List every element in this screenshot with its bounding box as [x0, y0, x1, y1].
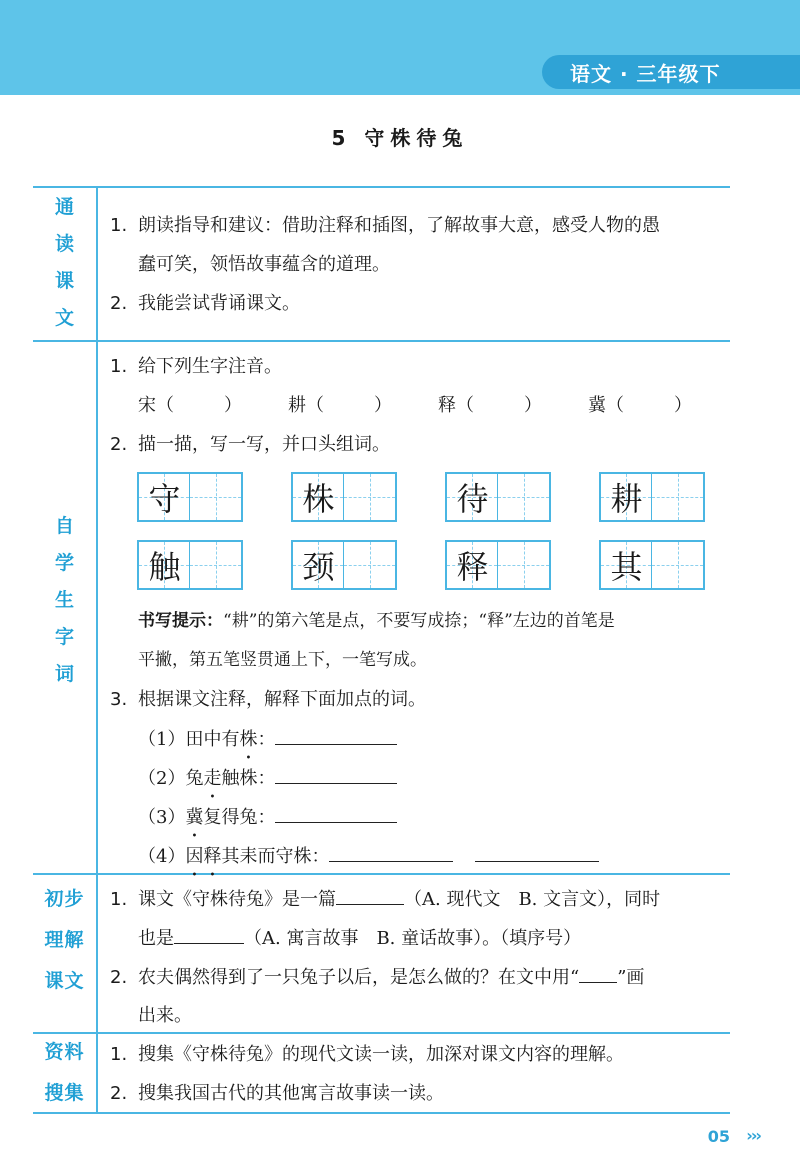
grid-char: 其 — [610, 548, 643, 586]
grid-char: 待 — [456, 480, 489, 518]
pinyin-item: 耕（ ） — [288, 395, 392, 416]
answer-blank[interactable] — [174, 926, 244, 944]
understand-item-1-cont: 也是 （A. 寓言故事 B. 童话故事）。（填序号） — [138, 928, 582, 949]
pinyin-item: 宋（ ） — [138, 395, 242, 416]
writing-grid[interactable] — [137, 472, 243, 522]
explain-item: （2）兔走触株： — [138, 766, 397, 791]
writing-grid[interactable] — [445, 472, 551, 522]
writing-tip-label: 书写提示： — [138, 611, 223, 631]
label-column-divider — [96, 186, 98, 1114]
next-arrows-icon: ››› — [746, 1126, 760, 1145]
study-q3: 3. 根据课文注释，解释下面加点的词。 — [110, 689, 426, 710]
answer-blank[interactable] — [275, 727, 397, 745]
writing-tip: 书写提示：“耕”的第六笔是点，不要写成捺；“释”左边的首笔是 — [138, 611, 615, 631]
explain-item: （1）田中有株： — [138, 727, 397, 752]
study-q2: 2. 描一描，写一写，并口头组词。 — [110, 434, 390, 455]
writing-grid[interactable] — [291, 540, 397, 590]
section-divider — [33, 1032, 730, 1034]
collect-item-1: 1. 搜集《守株待兔》的现代文读一读，加深对课文内容的理解。 — [110, 1044, 624, 1065]
writing-grid[interactable] — [291, 472, 397, 522]
table-bottom-border — [33, 1112, 730, 1114]
explain-item: （3）冀复得兔： — [138, 805, 397, 830]
subject-tab: 语文 · 三年级下 — [542, 55, 800, 89]
writing-grid[interactable] — [599, 540, 705, 590]
answer-blank[interactable] — [275, 766, 397, 784]
page-number: 05 — [707, 1127, 730, 1146]
grid-char: 释 — [456, 548, 489, 586]
understand-item-2-cont: 出来。 — [138, 1005, 192, 1026]
study-q1: 1. 给下列生字注音。 — [110, 356, 282, 377]
writing-grid[interactable] — [445, 540, 551, 590]
grid-char: 触 — [148, 548, 181, 586]
section-label-collect: 资料 搜集 — [44, 1041, 85, 1104]
writing-tip-cont: 平撇，第五笔竖贯通上下，一笔写成。 — [138, 650, 427, 670]
grid-char: 耕 — [610, 480, 643, 518]
pinyin-item: 释（ ） — [438, 395, 542, 416]
section-label-understand: 初步 理解 课文 — [44, 887, 85, 992]
answer-blank[interactable] — [336, 887, 404, 905]
section-divider — [33, 873, 730, 875]
grid-char: 守 — [148, 480, 181, 518]
pinyin-item: 冀（ ） — [588, 395, 692, 416]
writing-grid[interactable] — [599, 472, 705, 522]
answer-blank[interactable] — [329, 844, 453, 862]
section-label-read: 通 读 课 文 — [54, 196, 74, 329]
underline-sample — [579, 965, 617, 983]
section-label-study: 自 学 生 字 词 — [54, 514, 74, 685]
table-top-border — [33, 186, 730, 188]
read-item-2: 2. 我能尝试背诵课文。 — [110, 293, 300, 314]
lesson-title: 5 守株待兔 — [331, 126, 469, 150]
explain-item: （4）因释其耒而守株： — [138, 844, 599, 869]
writing-grid[interactable] — [137, 540, 243, 590]
understand-item-2: 2. 农夫偶然得到了一只兔子以后，是怎么做的？在文中用“ ”画 — [110, 967, 645, 988]
read-item-1: 1. 朗读指导和建议：借助注释和插图，了解故事大意，感受人物的愚 — [110, 215, 660, 236]
answer-blank[interactable] — [275, 805, 397, 823]
read-item-1-cont: 蠢可笑，领悟故事蕴含的道理。 — [138, 254, 390, 275]
pinyin-row — [138, 394, 692, 418]
grid-char: 株 — [302, 480, 335, 518]
answer-blank[interactable] — [475, 844, 599, 862]
section-divider — [33, 340, 730, 342]
grid-char: 颈 — [302, 548, 335, 586]
understand-item-1: 1. 课文《守株待兔》是一篇 （A. 现代文 B. 文言文），同时 — [110, 889, 661, 910]
collect-item-2: 2. 搜集我国古代的其他寓言故事读一读。 — [110, 1083, 444, 1104]
